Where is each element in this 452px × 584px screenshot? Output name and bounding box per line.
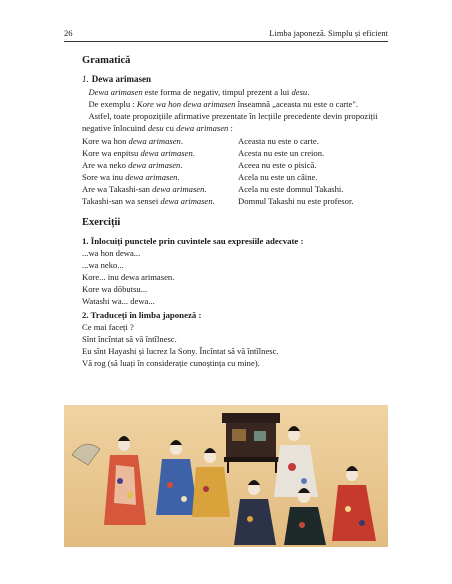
- example-jp: Are wa neko dewa arimasen.: [82, 160, 183, 170]
- list-item: ...wa neko...: [82, 260, 124, 270]
- list-item: Ce mai faceți ?: [82, 322, 134, 332]
- intro-paragraph: [82, 86, 388, 98]
- list-item: Kore wa dōbutsu...: [82, 284, 148, 294]
- list-item: Kore... inu dewa arimasen.: [82, 272, 175, 282]
- list-item: Sînt încîntat să vă întîlnesc.: [82, 334, 177, 344]
- running-title: Limba japoneză. Simplu și eficient: [269, 28, 388, 38]
- examples-table: [82, 135, 388, 207]
- example-lead: De exemplu :: [88, 99, 137, 109]
- example-jp: Kore wa enpitsu dewa arimasen.: [82, 148, 195, 158]
- subsection-number: 1.: [82, 74, 89, 84]
- example-row: [82, 159, 388, 171]
- example-jp-text: Kore wa hon: [82, 136, 129, 146]
- list-item: Vă rog (să luați în considerație cunoștința cu mine).: [82, 358, 260, 368]
- example-row: [82, 135, 388, 147]
- page-header: [64, 28, 388, 42]
- section-title-exercises: Exerciții: [82, 217, 121, 228]
- example-jp-text: Kore wa enpitsu: [82, 148, 141, 158]
- example-phrase: Kore wa hon dewa arimasen: [136, 99, 236, 109]
- example-ro: Acela nu este un câine.: [238, 172, 318, 182]
- example-jp-neg: dewa arimasen: [160, 196, 213, 206]
- painting-image: [64, 405, 388, 547]
- section-title-grammar: Gramatică: [82, 55, 131, 66]
- list-item: Eu sînt Hayashi și lucrez la Sony. Încîntat să vă întîlnesc.: [82, 346, 279, 356]
- page-number: 26: [64, 28, 73, 38]
- example-jp-neg: dewa arimasen: [128, 136, 181, 146]
- example-row: [82, 147, 388, 159]
- rule-term-desu: desu: [147, 123, 164, 133]
- example-jp: Sore wa inu dewa arimasen.: [82, 172, 180, 182]
- example-jp-neg: dewa arimasen: [140, 148, 193, 158]
- illustration-japanese-painting: [64, 405, 388, 547]
- rule-end: :: [228, 123, 233, 133]
- example-ro: Domnul Takashi nu este profesor.: [238, 196, 354, 206]
- intro-end: .: [307, 87, 310, 97]
- page-content: [82, 54, 388, 369]
- example-paragraph: [82, 98, 388, 110]
- example-ro: Acela nu este domnul Takashi.: [238, 184, 344, 194]
- intro-text: este forma de negativ, timpul prezent a lui: [142, 87, 292, 97]
- subsection-title: [82, 73, 388, 85]
- intro-term-desu: desu: [291, 87, 308, 97]
- exercise-1-title: 1. Înlocuiți punctele prin cuvintele sau expresiile adecvate :: [82, 236, 304, 246]
- example-jp: Are wa Takashi-san dewa arimasen.: [82, 184, 207, 194]
- example-jp-neg: dewa arimasen: [152, 184, 205, 194]
- example-row: [82, 195, 388, 207]
- rule-text: Astfel, toate propozițiile afirmative prezentate în lecțiile precedente devin propoziții negative înlocuind: [82, 111, 378, 133]
- example-jp-text: Sore wa inu: [82, 172, 126, 182]
- rule-text-2: cu: [163, 123, 177, 133]
- list-item: Watashi wa... dewa...: [82, 296, 155, 306]
- example-row: [82, 171, 388, 183]
- subsection-name: Dewa arimasen: [91, 74, 151, 84]
- example-meaning: înseamnă „aceasta nu este o carte".: [235, 99, 358, 109]
- example-jp-neg: dewa arimasen: [128, 160, 181, 170]
- exercise-2-list: [82, 321, 388, 369]
- rule-term-dewa: dewa arimasen: [176, 123, 229, 133]
- example-jp-text: Are wa neko: [82, 160, 129, 170]
- list-item: ...wa hon dewa...: [82, 248, 141, 258]
- example-jp-neg: dewa arimasen: [125, 172, 178, 182]
- example-ro: Acesta nu este un creion.: [238, 148, 325, 158]
- example-ro: Aceasta nu este o carte.: [238, 136, 319, 146]
- example-jp: Kore wa hon dewa arimasen.: [82, 136, 183, 146]
- example-row: [82, 183, 388, 195]
- exercise-2-title: 2. Traduceți în limba japoneză :: [82, 310, 202, 320]
- example-jp-text: Takashi-san wa sensei: [82, 196, 161, 206]
- exercise-1-list: [82, 247, 388, 307]
- example-ro: Aceea nu este o pisică.: [238, 160, 317, 170]
- rule-paragraph: [82, 110, 388, 134]
- example-jp-text: Are wa Takashi-san: [82, 184, 153, 194]
- intro-term: Dewa arimasen: [88, 87, 143, 97]
- example-jp: Takashi-san wa sensei dewa arimasen.: [82, 196, 215, 206]
